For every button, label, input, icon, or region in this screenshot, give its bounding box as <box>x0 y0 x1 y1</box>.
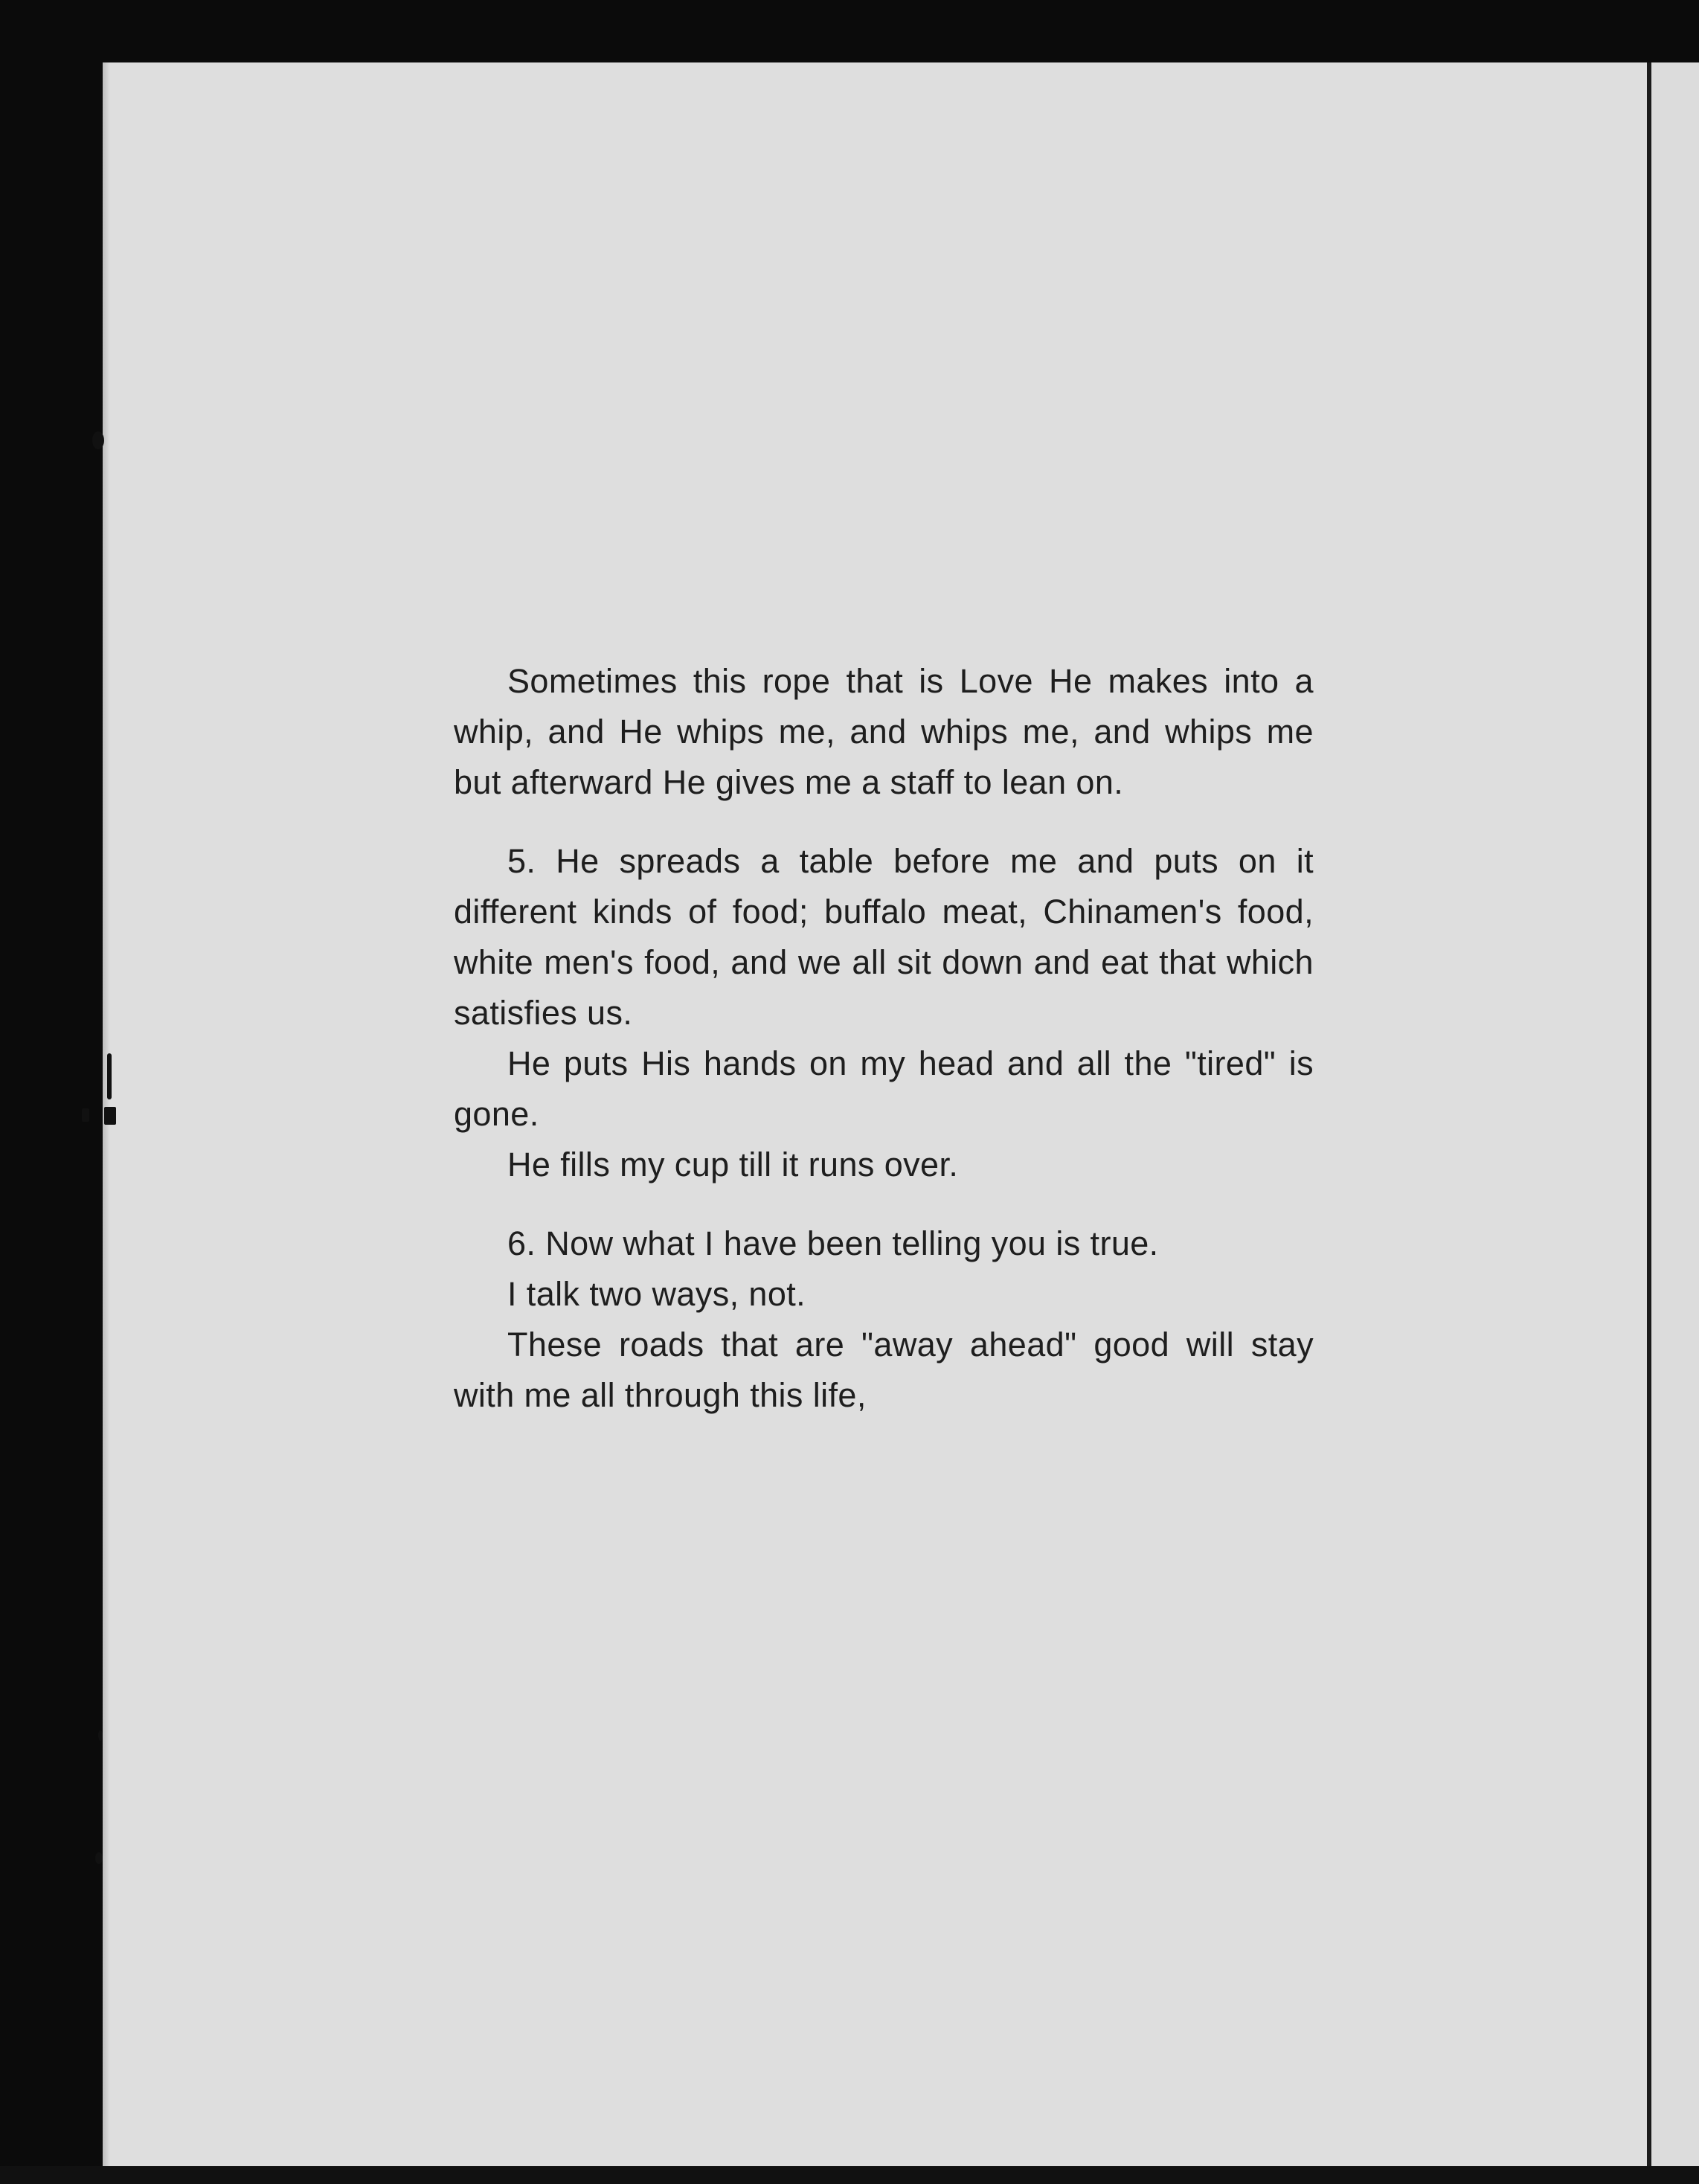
paragraph-rope-whip: Sometimes this rope that is Love He makes into a whip, and He whips me, and whips me, and whips me but afterward He gives me a staff to lean on. <box>454 662 1314 801</box>
page-right-edge <box>1647 62 1699 2184</box>
scan-speck <box>82 1108 89 1122</box>
body-text <box>454 656 1314 1421</box>
scan-speck <box>95 1852 103 1864</box>
scan-speck <box>107 1053 112 1099</box>
scan-speck <box>98 1730 103 1741</box>
paragraph-6-true: 6. Now what I have been telling you is true. <box>507 1224 1159 1262</box>
paragraph-hands-on-head: He puts His hands on my head and all the "tired" is gone. <box>454 1044 1314 1133</box>
scan-speck <box>104 1107 116 1125</box>
paragraph-fills-cup: He fills my cup till it runs over. <box>507 1146 959 1183</box>
page-bottom-edge <box>0 2166 1699 2184</box>
scan-speck <box>92 431 104 449</box>
paragraph-talk-two-ways: I talk two ways, not. <box>507 1275 806 1313</box>
paragraph-5-table: 5. He spreads a table before me and puts on it different kinds of food; buffalo meat, Chinamen's food, white men's food, and we all sit down and eat that which satisfies us. <box>454 842 1314 1032</box>
paragraph-roads-ahead: These roads that are "away ahead" good will stay with me all through this life, <box>454 1326 1314 1414</box>
